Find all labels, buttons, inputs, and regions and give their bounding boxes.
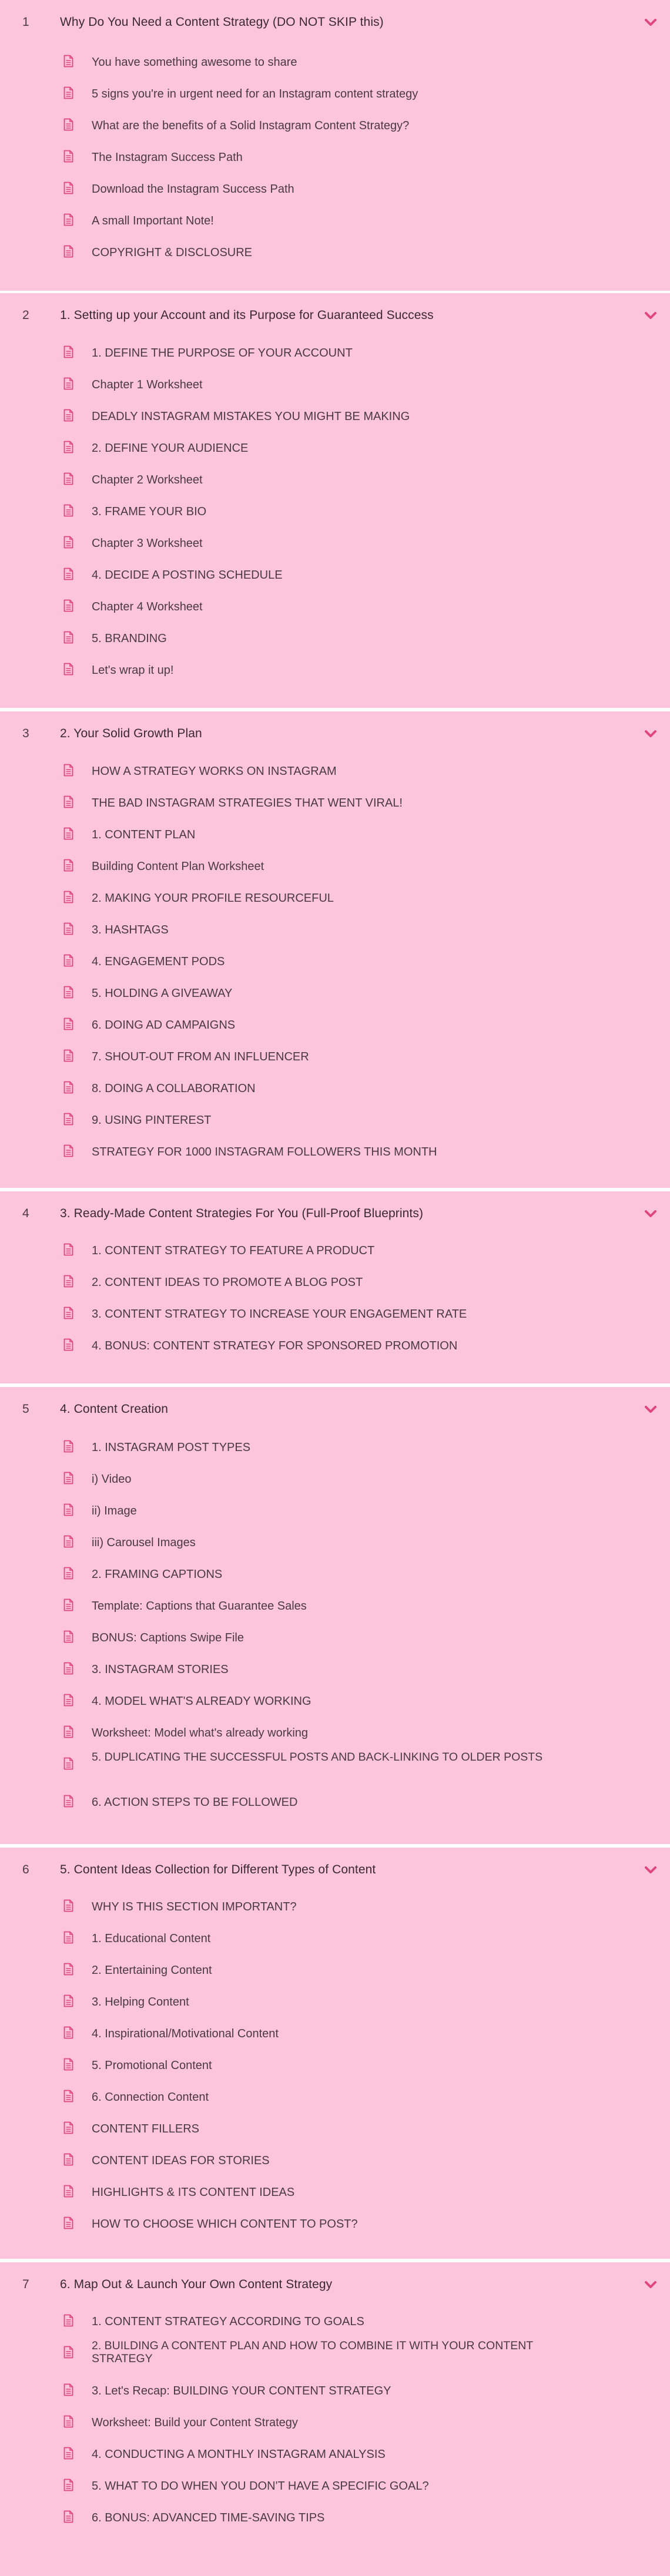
lesson-item[interactable]	[0, 1923, 670, 1954]
lesson-item[interactable]	[0, 914, 670, 946]
document-icon	[63, 663, 73, 676]
lesson-title: 3. INSTAGRAM STORIES	[92, 1663, 229, 1676]
document-icon	[63, 1630, 73, 1643]
document-icon	[63, 1307, 73, 1319]
lesson-title: 5. HOLDING A GIVEAWAY	[92, 987, 233, 1000]
document-icon	[63, 1994, 73, 2007]
lesson-item[interactable]	[0, 78, 670, 110]
document-icon	[63, 1725, 73, 1738]
lesson-title: 1. CONTENT PLAN	[92, 828, 196, 841]
lesson-title: 7. SHOUT-OUT FROM AN INFLUENCER	[92, 1050, 309, 1063]
lesson-title: You have something awesome to share	[92, 56, 297, 69]
document-icon	[63, 1795, 73, 1808]
document-icon	[63, 922, 73, 935]
lesson-item[interactable]	[0, 528, 670, 559]
lesson-item[interactable]	[0, 2407, 670, 2439]
lesson-title: 4. Inspirational/Motivational Content	[92, 2027, 279, 2040]
lesson-item[interactable]	[0, 654, 670, 686]
document-icon	[63, 2216, 73, 2229]
lesson-title: The Instagram Success Path	[92, 151, 243, 164]
section-header[interactable]	[0, 711, 670, 758]
lesson-title: What are the benefits of a Solid Instagram Content Strategy?	[92, 119, 410, 132]
lesson-title: Chapter 4 Worksheet	[92, 600, 203, 613]
lesson-title: 4. DECIDE A POSTING SCHEDULE	[92, 569, 283, 582]
document-icon	[63, 764, 73, 777]
lesson-title: 4. ENGAGEMENT PODS	[92, 955, 225, 968]
lesson-item[interactable]	[0, 2439, 670, 2470]
lesson-title: i) Video	[92, 1473, 132, 1486]
document-icon	[63, 1113, 73, 1126]
document-icon	[63, 1535, 73, 1548]
curriculum-section	[0, 1848, 670, 2259]
lesson-item[interactable]	[0, 623, 670, 654]
document-icon	[63, 2185, 73, 2198]
document-icon	[63, 1472, 73, 1485]
document-icon	[63, 441, 73, 454]
lesson-title: 1. CONTENT STRATEGY TO FEATURE A PRODUCT	[92, 1244, 375, 1257]
document-icon	[63, 182, 73, 194]
lesson-item[interactable]	[0, 1073, 670, 1104]
curriculum-section	[0, 1387, 670, 1844]
lesson-item[interactable]	[0, 1104, 670, 1136]
lesson-item[interactable]	[0, 1432, 670, 1463]
lesson-title: 6. ACTION STEPS TO BE FOLLOWED	[92, 1796, 298, 1809]
lesson-title: 1. DEFINE THE PURPOSE OF YOUR ACCOUNT	[92, 347, 353, 360]
lesson-item[interactable]	[0, 559, 670, 591]
lesson-item[interactable]	[0, 2145, 670, 2177]
lesson-item[interactable]	[0, 1590, 670, 1622]
lesson-item[interactable]	[0, 1749, 670, 1785]
lesson-item[interactable]	[0, 946, 670, 978]
lesson-item[interactable]	[0, 142, 670, 173]
section-title: 3. Ready-Made Content Strategies For You (Full-Proof Blueprints)	[60, 1207, 424, 1220]
lesson-title: CONTENT FILLERS	[92, 2122, 199, 2135]
lesson-item[interactable]	[0, 2113, 670, 2145]
lesson-item[interactable]	[0, 369, 670, 401]
document-icon	[63, 1567, 73, 1580]
document-icon	[63, 1963, 73, 1976]
section-header[interactable]	[0, 1387, 670, 1434]
lesson-item[interactable]	[0, 1685, 670, 1717]
lesson-item[interactable]	[0, 2306, 670, 2337]
lesson-item[interactable]	[0, 1786, 670, 1818]
lesson-item[interactable]	[0, 1891, 670, 1923]
lesson-title: A small Important Note!	[92, 214, 214, 227]
document-icon	[63, 1662, 73, 1675]
lesson-title: 8. DOING A COLLABORATION	[92, 1082, 256, 1095]
lesson-title: 2. FRAMING CAPTIONS	[92, 1568, 223, 1581]
document-icon	[63, 1598, 73, 1611]
document-icon	[63, 1049, 73, 1062]
document-icon	[63, 986, 73, 999]
document-icon	[63, 891, 73, 904]
section-header[interactable]	[0, 1848, 670, 1895]
lesson-title: COPYRIGHT & DISCLOSURE	[92, 246, 253, 259]
lesson-item[interactable]	[0, 2337, 670, 2374]
section-title: Why Do You Need a Content Strategy (DO NOT SKIP this)	[60, 15, 384, 29]
document-icon	[63, 1243, 73, 1256]
document-icon	[63, 2153, 73, 2166]
lesson-title: 2. Entertaining Content	[92, 1964, 212, 1977]
section-number: 5	[22, 1402, 29, 1416]
lesson-title: 6. Connection Content	[92, 2091, 209, 2104]
lesson-title: 2. CONTENT IDEAS TO PROMOTE A BLOG POST	[92, 1276, 363, 1289]
document-icon	[63, 2058, 73, 2071]
document-icon	[63, 954, 73, 967]
document-icon	[63, 536, 73, 549]
document-icon	[63, 55, 73, 68]
lesson-item[interactable]	[0, 2470, 670, 2502]
lesson-item[interactable]	[0, 237, 670, 268]
lesson-title: CONTENT IDEAS FOR STORIES	[92, 2154, 270, 2167]
document-icon	[63, 2447, 73, 2460]
lesson-title: 3. Let's Recap: BUILDING YOUR CONTENT STRATEGY	[92, 2384, 391, 2397]
lesson-title: 5. DUPLICATING THE SUCCESSFUL POSTS AND BACK-LINKING TO OLDER POSTS	[92, 1751, 543, 1764]
lesson-item[interactable]	[0, 851, 670, 882]
section-header[interactable]	[0, 1191, 670, 1238]
lesson-item[interactable]	[0, 2177, 670, 2208]
lesson-title: 2. MAKING YOUR PROFILE RESOURCEFUL	[92, 892, 334, 905]
lesson-item[interactable]	[0, 1298, 670, 1330]
lesson-item[interactable]	[0, 882, 670, 914]
document-icon	[63, 1017, 73, 1030]
document-icon	[63, 2415, 73, 2428]
lesson-title: THE BAD INSTAGRAM STRATEGIES THAT WENT VIRAL!	[92, 797, 403, 810]
section-title: 5. Content Ideas Collection for Different Types of Content	[60, 1863, 376, 1876]
lesson-item[interactable]	[0, 1009, 670, 1041]
section-number: 6	[22, 1863, 29, 1876]
section-header[interactable]	[0, 0, 670, 47]
document-icon	[63, 599, 73, 612]
lesson-title: HOW TO CHOOSE WHICH CONTENT TO POST?	[92, 2218, 358, 2231]
section-header[interactable]	[0, 2262, 670, 2309]
document-icon	[63, 1694, 73, 1707]
lesson-item[interactable]	[0, 1267, 670, 1298]
lesson-title: 2. DEFINE YOUR AUDIENCE	[92, 442, 249, 455]
document-icon	[63, 377, 73, 390]
lesson-title: iii) Carousel Images	[92, 1536, 196, 1549]
section-title: 6. Map Out & Launch Your Own Content Strategy	[60, 2278, 333, 2291]
lesson-item[interactable]	[0, 2375, 670, 2407]
lesson-item[interactable]	[0, 401, 670, 432]
document-icon	[63, 2314, 73, 2327]
lesson-title: Chapter 3 Worksheet	[92, 537, 203, 550]
document-icon	[63, 795, 73, 808]
lesson-title: WHY IS THIS SECTION IMPORTANT?	[92, 1900, 297, 1913]
lesson-item[interactable]	[0, 755, 670, 787]
lesson-item[interactable]	[0, 2018, 670, 2050]
lesson-item[interactable]	[0, 1495, 670, 1527]
lesson-title: Download the Instagram Success Path	[92, 183, 294, 196]
curriculum-section	[0, 293, 670, 708]
lesson-title: 3. HASHTAGS	[92, 923, 169, 936]
document-icon	[63, 631, 73, 644]
document-icon	[63, 2346, 73, 2359]
chevron-down-icon[interactable]	[644, 2280, 657, 2289]
lesson-item[interactable]	[0, 1559, 670, 1590]
chevron-down-icon[interactable]	[644, 1209, 657, 1218]
lesson-item[interactable]	[0, 173, 670, 205]
lesson-title: 6. DOING AD CAMPAIGNS	[92, 1019, 236, 1032]
document-icon	[63, 1081, 73, 1094]
lesson-title: Worksheet: Model what's already working	[92, 1727, 309, 1739]
document-icon	[63, 1899, 73, 1912]
lesson-item[interactable]	[0, 2050, 670, 2081]
section-number: 3	[22, 727, 29, 740]
lesson-item[interactable]	[0, 46, 670, 78]
section-number: 1	[22, 15, 29, 29]
lesson-title: 4. BONUS: CONTENT STRATEGY FOR SPONSORED PROMOTION	[92, 1339, 458, 1352]
lesson-item[interactable]	[0, 819, 670, 851]
lesson-title: 5. BRANDING	[92, 632, 167, 645]
lesson-item[interactable]	[0, 337, 670, 369]
lesson-title: 5 signs you're in urgent need for an Instagram content strategy	[92, 88, 418, 100]
lesson-item[interactable]	[0, 591, 670, 623]
lesson-title: Chapter 1 Worksheet	[92, 378, 203, 391]
document-icon	[63, 2026, 73, 2039]
chevron-down-icon[interactable]	[644, 18, 657, 27]
lesson-item[interactable]	[0, 1527, 670, 1559]
curriculum-section	[0, 1191, 670, 1383]
lesson-item[interactable]	[0, 2502, 670, 2534]
document-icon	[63, 1440, 73, 1453]
document-icon	[63, 2478, 73, 2491]
lesson-title: 5. Promotional Content	[92, 2059, 212, 2072]
document-icon	[63, 118, 73, 131]
document-icon	[63, 2510, 73, 2523]
lesson-title: 3. CONTENT STRATEGY TO INCREASE YOUR ENGAGEMENT RATE	[92, 1308, 467, 1321]
lesson-title: 1. INSTAGRAM POST TYPES	[92, 1441, 251, 1454]
lesson-item[interactable]	[0, 110, 670, 142]
lesson-item[interactable]	[0, 1986, 670, 2018]
document-icon	[63, 2090, 73, 2103]
lesson-title: DEADLY INSTAGRAM MISTAKES YOU MIGHT BE MAKING	[92, 410, 410, 423]
curriculum-section	[0, 711, 670, 1188]
lesson-item[interactable]	[0, 1654, 670, 1685]
lesson-title: 9. USING PINTEREST	[92, 1114, 212, 1127]
lesson-title: 5. WHAT TO DO WHEN YOU DON'T HAVE A SPECIFIC GOAL?	[92, 2480, 429, 2493]
lesson-title: BONUS: Captions Swipe File	[92, 1631, 244, 1644]
lesson-item[interactable]	[0, 432, 670, 464]
document-icon	[63, 1503, 73, 1516]
section-title: 2. Your Solid Growth Plan	[60, 727, 202, 740]
lesson-title: 6. BONUS: ADVANCED TIME-SAVING TIPS	[92, 2511, 325, 2524]
lesson-title: 1. CONTENT STRATEGY ACCORDING TO GOALS	[92, 2315, 364, 2328]
curriculum-section	[0, 0, 670, 291]
document-icon	[63, 859, 73, 872]
lesson-item[interactable]	[0, 1235, 670, 1267]
document-icon	[63, 472, 73, 485]
lesson-item[interactable]	[0, 2081, 670, 2113]
lesson-title: 2. BUILDING A CONTENT PLAN AND HOW TO COMBINE IT WITH YOUR CONTENT STRATEGY	[92, 2339, 533, 2365]
section-number: 4	[22, 1207, 29, 1220]
lesson-title: Chapter 2 Worksheet	[92, 473, 203, 486]
chevron-down-icon[interactable]	[644, 311, 657, 320]
lesson-item[interactable]	[0, 1136, 670, 1168]
lesson-title: HIGHLIGHTS & ITS CONTENT IDEAS	[92, 2186, 295, 2199]
lesson-title: STRATEGY FOR 1000 INSTAGRAM FOLLOWERS THIS MONTH	[92, 1146, 437, 1158]
lesson-title: HOW A STRATEGY WORKS ON INSTAGRAM	[92, 765, 337, 778]
lesson-item[interactable]	[0, 1717, 670, 1749]
lesson-title: Building Content Plan Worksheet	[92, 860, 264, 873]
lesson-item[interactable]	[0, 1954, 670, 1986]
document-icon	[63, 1338, 73, 1351]
lesson-item[interactable]	[0, 2208, 670, 2240]
lesson-item[interactable]	[0, 205, 670, 237]
section-title: 4. Content Creation	[60, 1402, 169, 1416]
document-icon	[63, 2121, 73, 2134]
document-icon	[63, 504, 73, 517]
document-icon	[63, 345, 73, 358]
lesson-title: 4. MODEL WHAT'S ALREADY WORKING	[92, 1695, 311, 1708]
document-icon	[63, 567, 73, 580]
lesson-item[interactable]	[0, 464, 670, 496]
curriculum-section	[0, 2262, 670, 2576]
document-icon	[63, 1275, 73, 1288]
lesson-title: Let's wrap it up!	[92, 664, 174, 677]
document-icon	[63, 213, 73, 226]
document-icon	[63, 827, 73, 840]
lesson-item[interactable]	[0, 1041, 670, 1073]
lesson-title: 3. Helping Content	[92, 1996, 189, 2009]
lesson-item[interactable]	[0, 787, 670, 819]
lesson-title: 1. Educational Content	[92, 1932, 211, 1945]
lesson-title: Template: Captions that Guarantee Sales	[92, 1600, 307, 1613]
lesson-item[interactable]	[0, 978, 670, 1009]
chevron-down-icon[interactable]	[644, 1865, 657, 1875]
chevron-down-icon[interactable]	[644, 729, 657, 738]
lesson-title: 4. CONDUCTING A MONTHLY INSTAGRAM ANALYSIS	[92, 2448, 386, 2461]
section-number: 7	[22, 2278, 29, 2291]
section-title: 1. Setting up your Account and its Purpose for Guaranteed Success	[60, 308, 434, 322]
document-icon	[63, 2383, 73, 2396]
document-icon	[63, 1144, 73, 1157]
lesson-title: 3. FRAME YOUR BIO	[92, 505, 207, 518]
document-icon	[63, 245, 73, 258]
chevron-down-icon[interactable]	[644, 1405, 657, 1414]
document-icon	[63, 1757, 73, 1770]
lesson-title: ii) Image	[92, 1504, 137, 1517]
lesson-title: Worksheet: Build your Content Strategy	[92, 2416, 298, 2429]
document-icon	[63, 86, 73, 99]
document-icon	[63, 409, 73, 422]
document-icon	[63, 150, 73, 163]
lesson-item[interactable]	[0, 1330, 670, 1362]
lesson-item[interactable]	[0, 1622, 670, 1654]
document-icon	[63, 1931, 73, 1944]
section-header[interactable]	[0, 293, 670, 340]
lesson-item[interactable]	[0, 496, 670, 528]
lesson-item[interactable]	[0, 1463, 670, 1495]
section-number: 2	[22, 308, 29, 322]
